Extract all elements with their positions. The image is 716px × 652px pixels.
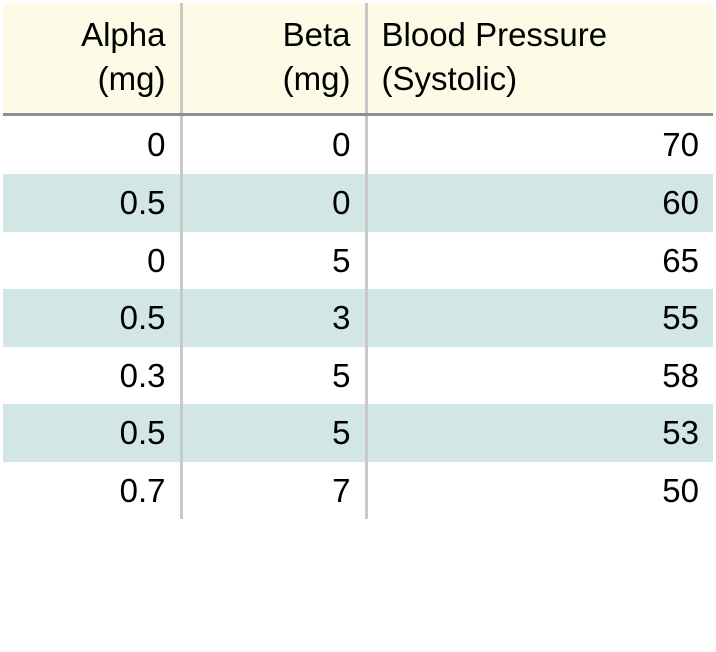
cell-blood-pressure: 50	[366, 462, 713, 520]
table-row	[3, 115, 713, 174]
cell-beta: 3	[181, 289, 366, 347]
cell-alpha: 0.3	[3, 347, 181, 405]
cell-alpha: 0.5	[3, 174, 181, 232]
table-row	[3, 174, 713, 232]
header-row	[3, 3, 713, 115]
table-header	[3, 3, 713, 115]
column-header-beta-line-2: (mg)	[282, 60, 351, 98]
table-row	[3, 404, 713, 462]
cell-blood-pressure: 60	[366, 174, 713, 232]
cell-beta: 7	[181, 462, 366, 520]
table-row	[3, 289, 713, 347]
column-header-blood-pressure-line-2: (Systolic)	[381, 60, 518, 98]
cell-blood-pressure: 55	[366, 289, 713, 347]
table-row	[3, 347, 713, 405]
cell-beta: 0	[181, 115, 366, 174]
column-header-alpha	[3, 3, 181, 115]
column-header-alpha-line-1: Alpha	[81, 16, 166, 53]
table-row	[3, 462, 713, 520]
cell-blood-pressure: 53	[366, 404, 713, 462]
cell-alpha: 0.5	[3, 404, 181, 462]
cell-beta: 0	[181, 174, 366, 232]
cell-blood-pressure: 70	[366, 115, 713, 174]
table-body	[3, 115, 713, 519]
cell-beta: 5	[181, 347, 366, 405]
column-header-beta-line-1: Beta	[282, 16, 351, 53]
cell-alpha: 0.5	[3, 289, 181, 347]
cell-beta: 5	[181, 404, 366, 462]
cell-alpha: 0	[3, 232, 181, 290]
cell-blood-pressure: 58	[366, 347, 713, 405]
column-header-beta	[181, 3, 366, 115]
column-header-blood-pressure-line-1: Blood Pressure	[381, 16, 608, 53]
table-row	[3, 232, 713, 290]
column-header-alpha-line-2: (mg)	[97, 60, 166, 98]
cell-beta: 5	[181, 232, 366, 290]
column-header-blood-pressure	[366, 3, 713, 115]
cell-alpha: 0.7	[3, 462, 181, 520]
cell-alpha: 0	[3, 115, 181, 174]
cell-blood-pressure: 65	[366, 232, 713, 290]
measurements-table	[3, 3, 713, 519]
